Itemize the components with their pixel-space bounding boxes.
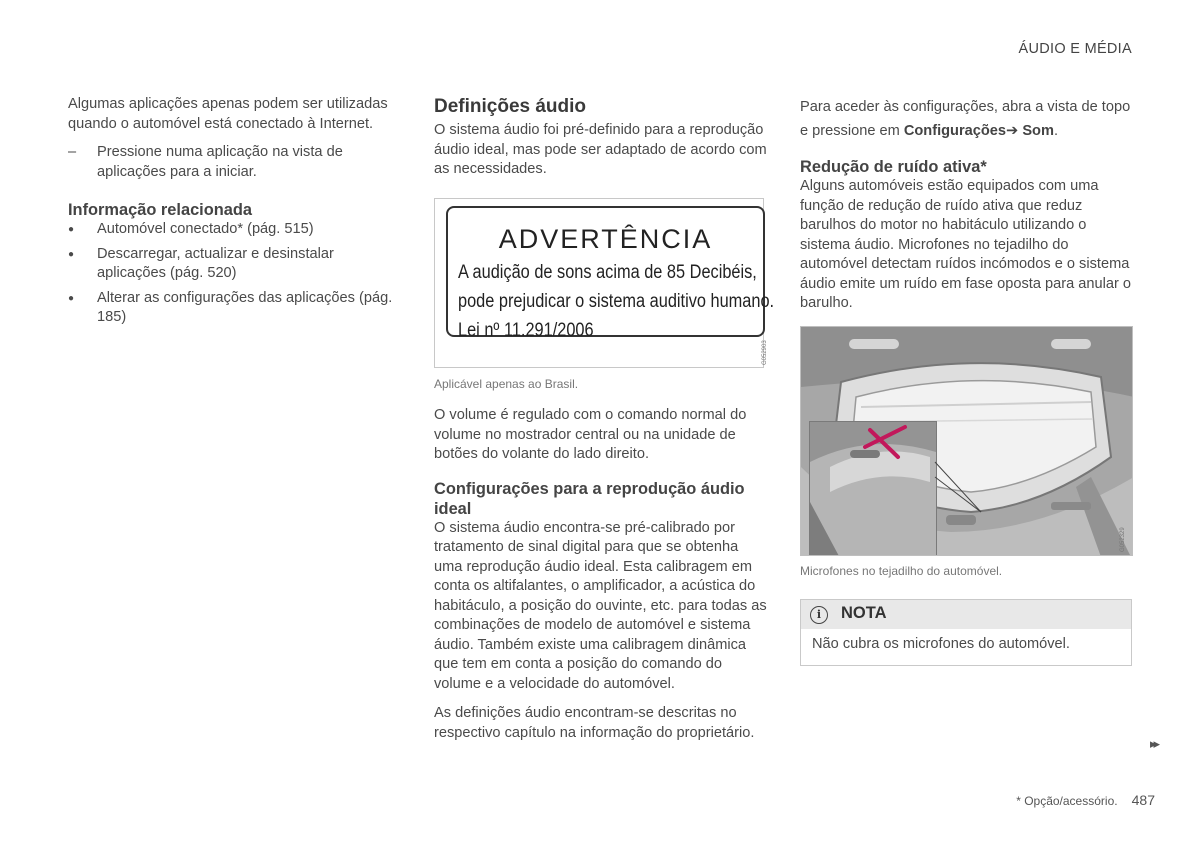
dash-marker: – xyxy=(68,144,77,160)
section-header: ÁUDIO E MÉDIA xyxy=(1018,41,1132,57)
photo-code: G052329 xyxy=(1120,526,1126,552)
sound-menu-link[interactable]: Som xyxy=(1022,123,1054,139)
warning-label xyxy=(446,206,775,341)
access-end: . xyxy=(1053,123,1058,139)
related-item[interactable] xyxy=(68,220,400,240)
instruction-item xyxy=(68,143,400,182)
figure-code: G052903 xyxy=(762,339,768,365)
instruction-text: Pressione numa aplicação na vista de aplicações para a iniciar. xyxy=(97,144,343,180)
warning-line-2: pode prejudicar o sistema auditivo humano. xyxy=(458,290,775,312)
note-box xyxy=(800,599,1132,666)
instruction-list xyxy=(68,143,400,182)
volume-text: O volume é regulado com o comando normal do volume no mostrador central ou na unidade de botões do volante do lado direito. xyxy=(434,407,747,462)
audio-settings-heading: Definições áudio xyxy=(434,96,587,117)
bullet-icon: ● xyxy=(68,292,75,304)
related-list xyxy=(68,220,400,328)
warning-title: ADVERTÊNCIA xyxy=(498,223,713,254)
warning-caption: Aplicável apenas ao Brasil. xyxy=(434,376,579,391)
optimal-audio-heading: Configurações para a reprodução áudio ideal xyxy=(434,479,745,518)
settings-menu-link[interactable]: Configurações xyxy=(903,123,1007,139)
anc-text: Alguns automóveis estão equipados com uma função de redução de ruído ativa que reduz barulhos do motor no habitáculo utilizando o sistema áudio. Microfones no tejadilho do automóvel detectam ruídos incómodos e o sistema áudio emite um ruído em fase oposta para anular o barulho. xyxy=(800,178,1131,311)
related-link-connected-car[interactable]: Automóvel conectado* (pág. 515) xyxy=(97,221,314,237)
warning-label-figure xyxy=(434,198,775,368)
roof-microphones-photo xyxy=(800,326,1133,556)
anc-heading: Redução de ruído ativa* xyxy=(800,158,987,176)
note-title: NOTA xyxy=(841,604,887,622)
arrow-right-icon: ➔ xyxy=(1006,123,1019,139)
bullet-icon: ● xyxy=(68,224,75,235)
audio-settings-intro: O sistema áudio foi pré-definido para a reprodução áudio ideal, mas pode ser adaptado de acordo com as necessidades. xyxy=(434,122,767,177)
warning-line-3: Lei nº 11.291/2006 xyxy=(458,319,594,341)
column-right xyxy=(800,95,1132,666)
info-icon: i xyxy=(810,606,828,624)
callout-lines xyxy=(801,327,1133,556)
page-number: 487 xyxy=(1131,792,1155,808)
note-text: Não cubra os microfones do automóvel. xyxy=(812,636,1070,652)
photo-caption: Microfones no tejadilho do automóvel. xyxy=(800,563,1003,578)
related-link-download-apps[interactable]: Descarregar, actualizar e desinstalar aplicações (pág. 520) xyxy=(97,245,334,281)
audio-outro: As definições áudio encontram-se descritas no respectivo capítulo na informação do proprietário. xyxy=(434,705,755,741)
related-item[interactable] xyxy=(68,289,400,328)
access-instructions xyxy=(800,95,1132,143)
related-item[interactable] xyxy=(68,245,400,284)
note-header xyxy=(801,600,1131,629)
next-page-icon[interactable]: ▸▸ xyxy=(1149,736,1157,751)
calibration-text: O sistema áudio encontra-se pré-calibrado por tratamento de sinal digital para que se obtenha uma reprodução áudio ideal. Esta calibragem em conta os altifalantes, o amplificador, a acústica do habitáculo, a posição do ouvinte, etc. para todas as combinações de modelo de automóvel e sistema áudio. Também existe uma calibragem dinâmica que tem em conta a posição do comando do volume e a velocidade do automóvel. xyxy=(434,519,767,692)
option-footnote: * Opção/acessório. xyxy=(1016,794,1118,808)
apps-intro: Algumas aplicações apenas podem ser utilizadas quando o automóvel está conectado à Internet. xyxy=(68,96,388,132)
related-heading: Informação relacionada xyxy=(68,201,253,219)
warning-line-1: A audição de sons acima de 85 Decibéis, xyxy=(458,261,757,283)
related-link-app-settings[interactable]: Alterar as configurações das aplicações (pág. 185) xyxy=(97,289,393,325)
column-middle xyxy=(434,95,775,753)
access-text: Para aceder às configurações, abra a vista de topo e pressione em xyxy=(800,99,1131,139)
bullet-icon: ● xyxy=(68,248,75,260)
column-left xyxy=(68,95,400,333)
page-footer xyxy=(1016,791,1155,812)
